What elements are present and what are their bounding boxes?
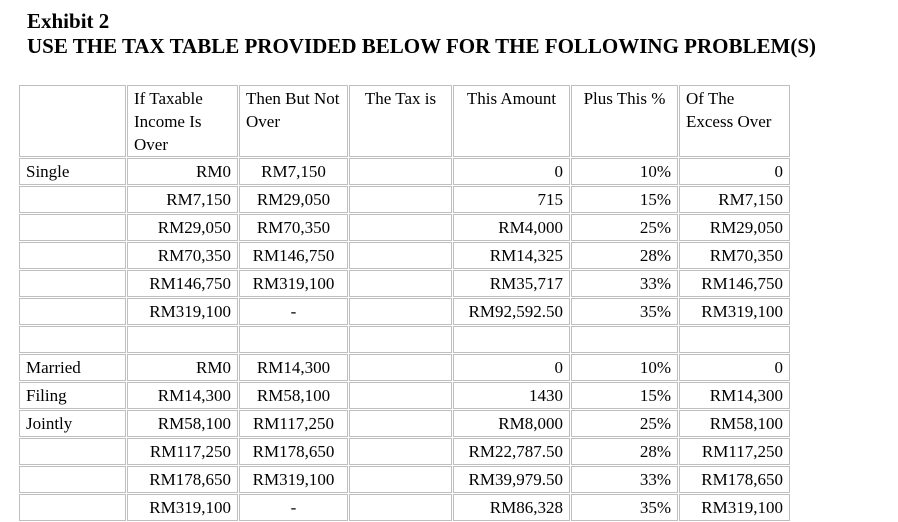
cell-this-amount: 0 [453,354,570,381]
cell-excess-over: RM117,250 [679,438,790,465]
cell-plus-percent: 10% [571,158,678,185]
table-row [19,494,790,521]
cell-not-over: RM319,100 [239,270,348,297]
cell-plus-percent [571,326,678,353]
cell-tax-is [349,270,452,297]
header-tax-is: The Tax is [349,85,452,157]
table-row [19,242,790,269]
cell-this-amount: 1430 [453,382,570,409]
cell-income-over: RM58,100 [127,410,238,437]
cell-not-over: RM146,750 [239,242,348,269]
cell-this-amount: RM22,787.50 [453,438,570,465]
cell-tax-is [349,186,452,213]
cell-tax-is [349,214,452,241]
cell-not-over: RM70,350 [239,214,348,241]
cell-this-amount: RM4,000 [453,214,570,241]
header-not-over: Then But Not Over [239,85,348,157]
table-header-row [19,85,790,157]
cell-filing-status: Married [19,354,126,381]
cell-income-over: RM0 [127,354,238,381]
cell-excess-over: RM7,150 [679,186,790,213]
cell-filing-status [19,494,126,521]
table-row [19,410,790,437]
cell-income-over: RM70,350 [127,242,238,269]
cell-this-amount: RM39,979.50 [453,466,570,493]
cell-filing-status [19,466,126,493]
cell-plus-percent: 25% [571,410,678,437]
cell-plus-percent: 25% [571,214,678,241]
cell-this-amount: RM35,717 [453,270,570,297]
cell-income-over: RM7,150 [127,186,238,213]
table-row [19,466,790,493]
cell-this-amount: RM92,592.50 [453,298,570,325]
table-row [19,298,790,325]
cell-excess-over: RM178,650 [679,466,790,493]
cell-excess-over: RM29,050 [679,214,790,241]
cell-excess-over: 0 [679,354,790,381]
cell-excess-over: RM58,100 [679,410,790,437]
cell-filing-status: Single [19,158,126,185]
table-row [19,158,790,185]
cell-this-amount [453,326,570,353]
cell-not-over: RM7,150 [239,158,348,185]
table-row [19,270,790,297]
cell-filing-status: Filing [19,382,126,409]
cell-plus-percent: 15% [571,186,678,213]
cell-tax-is [349,298,452,325]
cell-not-over: RM117,250 [239,410,348,437]
tax-table-body [19,85,790,521]
cell-tax-is [349,410,452,437]
cell-filing-status [19,438,126,465]
cell-tax-is [349,466,452,493]
cell-plus-percent: 35% [571,298,678,325]
header-this-amount: This Amount [453,85,570,157]
cell-not-over: RM58,100 [239,382,348,409]
header-filing-status [19,85,126,157]
cell-not-over: - [239,298,348,325]
cell-income-over: RM0 [127,158,238,185]
table-row [19,214,790,241]
cell-filing-status [19,214,126,241]
table-row [19,326,790,353]
cell-excess-over [679,326,790,353]
cell-income-over: RM319,100 [127,494,238,521]
cell-excess-over: RM70,350 [679,242,790,269]
cell-excess-over: RM319,100 [679,298,790,325]
cell-this-amount: RM14,325 [453,242,570,269]
cell-income-over: RM117,250 [127,438,238,465]
cell-this-amount: RM86,328 [453,494,570,521]
cell-plus-percent: 33% [571,466,678,493]
cell-plus-percent: 35% [571,494,678,521]
header-plus-percent: Plus This % [571,85,678,157]
table-row [19,382,790,409]
cell-tax-is [349,242,452,269]
cell-tax-is [349,326,452,353]
cell-income-over: RM178,650 [127,466,238,493]
cell-income-over: RM29,050 [127,214,238,241]
cell-excess-over: RM14,300 [679,382,790,409]
cell-not-over: RM14,300 [239,354,348,381]
cell-filing-status: Jointly [19,410,126,437]
cell-plus-percent: 33% [571,270,678,297]
exhibit-subtitle: USE THE TAX TABLE PROVIDED BELOW FOR THE FOLLOWING PROBLEM(S) [27,34,817,58]
cell-income-over [127,326,238,353]
cell-excess-over: RM319,100 [679,494,790,521]
header-income-over: If Taxable Income Is Over [127,85,238,157]
cell-not-over [239,326,348,353]
cell-this-amount: 0 [453,158,570,185]
cell-filing-status [19,270,126,297]
header-excess-over: Of The Excess Over [679,85,790,157]
cell-not-over: RM29,050 [239,186,348,213]
cell-plus-percent: 15% [571,382,678,409]
cell-plus-percent: 10% [571,354,678,381]
cell-this-amount: RM8,000 [453,410,570,437]
table-row [19,186,790,213]
cell-tax-is [349,438,452,465]
cell-not-over: RM178,650 [239,438,348,465]
table-row [19,438,790,465]
tax-table [18,84,791,522]
cell-this-amount: 715 [453,186,570,213]
cell-filing-status [19,298,126,325]
cell-not-over: RM319,100 [239,466,348,493]
cell-tax-is [349,354,452,381]
cell-filing-status [19,242,126,269]
cell-tax-is [349,494,452,521]
cell-excess-over: 0 [679,158,790,185]
table-row [19,354,790,381]
cell-filing-status [19,326,126,353]
cell-income-over: RM14,300 [127,382,238,409]
cell-excess-over: RM146,750 [679,270,790,297]
cell-tax-is [349,382,452,409]
exhibit-title: Exhibit 2 [27,9,110,33]
cell-tax-is [349,158,452,185]
cell-income-over: RM319,100 [127,298,238,325]
cell-filing-status [19,186,126,213]
cell-plus-percent: 28% [571,242,678,269]
cell-not-over: - [239,494,348,521]
cell-income-over: RM146,750 [127,270,238,297]
cell-plus-percent: 28% [571,438,678,465]
